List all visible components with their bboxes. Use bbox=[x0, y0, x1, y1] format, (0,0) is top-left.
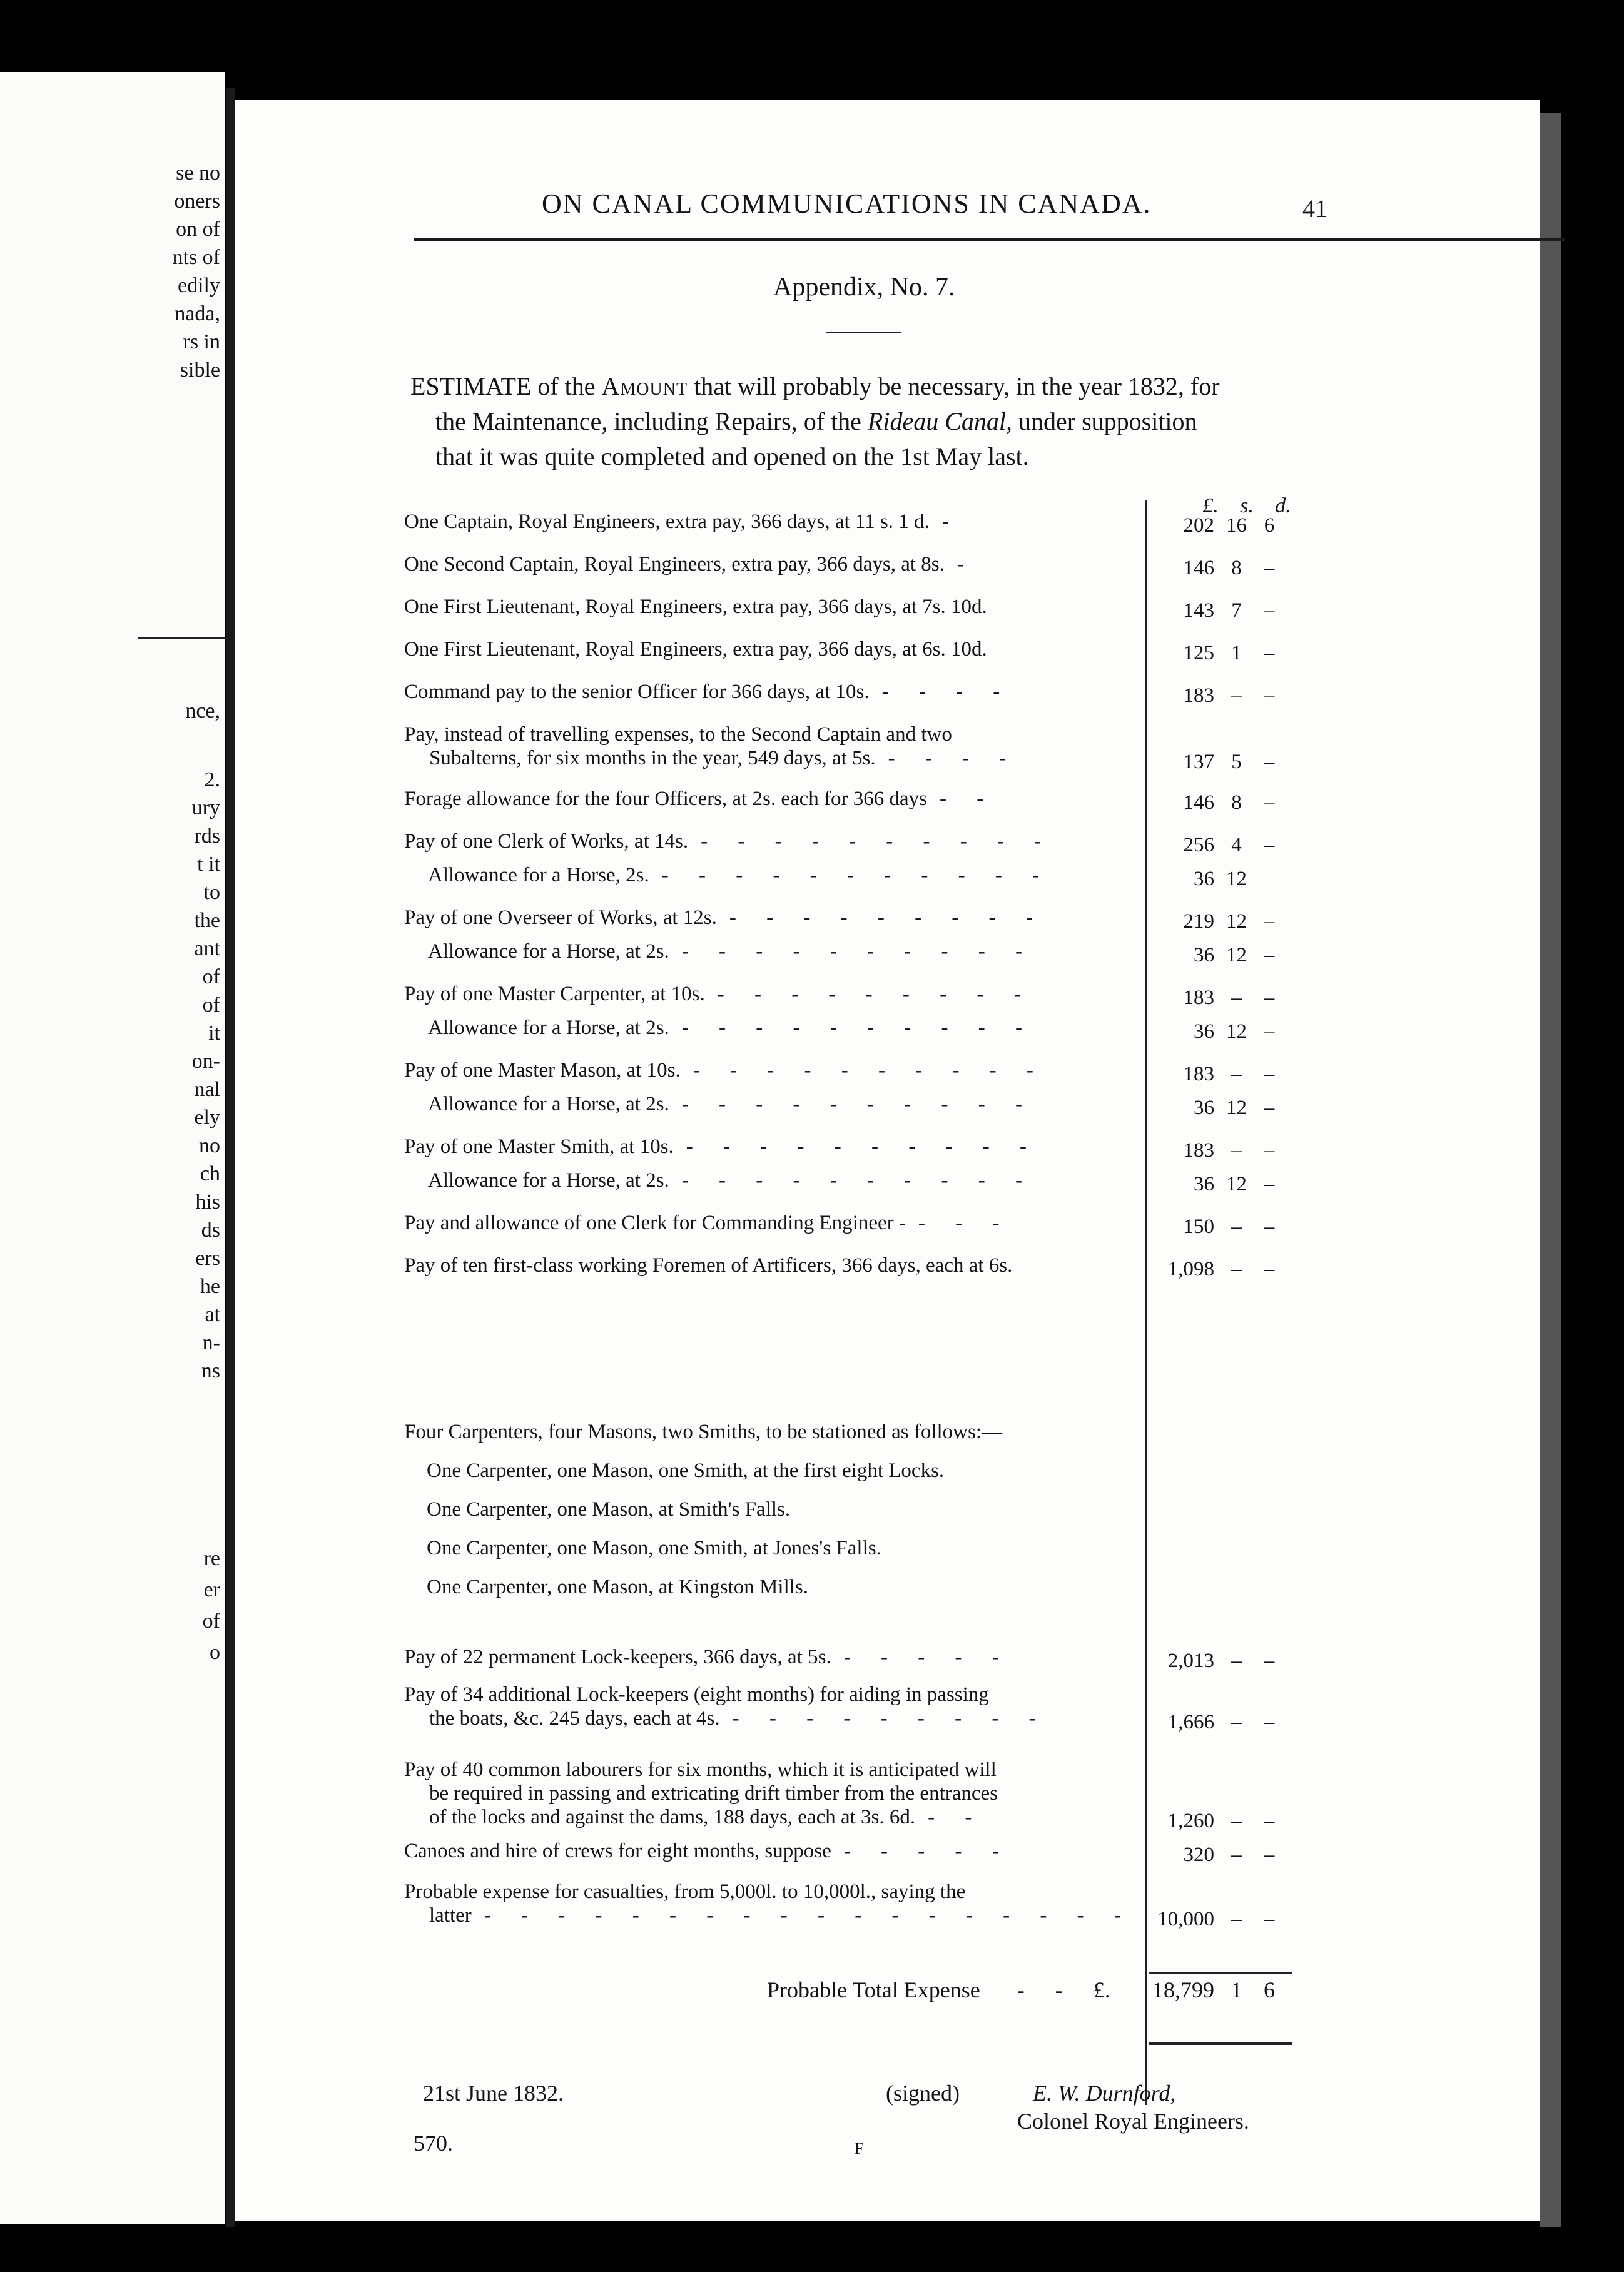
item-description: Pay of one Master Carpenter, at 10s. bbox=[404, 983, 705, 1005]
facing-page-fragment: no bbox=[199, 1134, 220, 1157]
item-description: Allowance for a Horse, at 2s. bbox=[428, 1093, 669, 1115]
item-amount bbox=[1149, 556, 1289, 580]
amount-shillings: – bbox=[1231, 1063, 1242, 1085]
amount-pounds: 1,666 bbox=[1167, 1711, 1214, 1733]
item-description-continued bbox=[404, 1805, 1139, 1829]
total-row bbox=[767, 1977, 1110, 2003]
facing-page-fragment: se no bbox=[176, 161, 220, 185]
item-amount bbox=[1149, 514, 1289, 537]
item-description: Allowance for a Horse, 2s. bbox=[428, 864, 649, 886]
amount-pounds: 183 bbox=[1183, 986, 1214, 1009]
amount-shillings: – bbox=[1231, 1843, 1242, 1866]
facing-page-fragment: on of bbox=[176, 218, 220, 241]
amount-shillings: – bbox=[1231, 986, 1242, 1009]
header-rule bbox=[414, 238, 1565, 241]
running-title: ON CANAL COMMUNICATIONS IN CANADA. bbox=[542, 188, 1152, 219]
item-description: Command pay to the senior Officer for 366 days, at 10s. bbox=[404, 681, 870, 703]
facing-page bbox=[0, 72, 225, 2224]
estimate-item bbox=[404, 1169, 1139, 1192]
facing-page-fragment: to bbox=[203, 881, 220, 904]
item-description: Pay and allowance of one Clerk for Commanding Engineer - bbox=[404, 1212, 906, 1234]
item-amount bbox=[1149, 1172, 1289, 1196]
total-rule bbox=[1149, 1972, 1292, 1974]
intro-text: of the bbox=[531, 372, 602, 400]
facing-page-fragment: t it bbox=[197, 853, 220, 876]
estimate-item bbox=[404, 906, 1139, 930]
item-description: One First Lieutenant, Royal Engineers, extra pay, 366 days, at 6s. 10d. bbox=[404, 638, 987, 661]
facing-page-rule bbox=[138, 637, 225, 639]
facing-page-fragment: on- bbox=[191, 1050, 220, 1073]
item-amount bbox=[1149, 1139, 1289, 1162]
facing-page-fragment: ury bbox=[191, 796, 220, 819]
leader-dashes: - - - - - - - - - - bbox=[681, 1169, 1035, 1192]
leader-dashes: - - - - - bbox=[843, 1646, 1012, 1668]
estimate-intro bbox=[410, 369, 1561, 474]
leader-dashes: - - - - - - - - - - bbox=[681, 1017, 1035, 1039]
item-amount bbox=[1149, 750, 1289, 774]
amount-shillings: 16 bbox=[1226, 514, 1247, 537]
amount-pence: – bbox=[1264, 1063, 1275, 1085]
book-gutter bbox=[226, 88, 235, 2227]
amount-pence: – bbox=[1264, 684, 1275, 707]
stationing-line: One Carpenter, one Mason, at Smith's Falls. bbox=[427, 1498, 791, 1521]
item-amount bbox=[1149, 791, 1289, 814]
amount-shillings: – bbox=[1231, 684, 1242, 707]
amount-pounds: 320 bbox=[1183, 1843, 1214, 1866]
item-description: Allowance for a Horse, at 2s. bbox=[428, 1017, 669, 1039]
intro-text: that will probably be necessary, in the year 1832, for bbox=[688, 372, 1220, 400]
amount-pence: – bbox=[1264, 1711, 1275, 1733]
facing-page-fragment: oners bbox=[174, 190, 220, 213]
amount-pounds: 150 bbox=[1183, 1215, 1214, 1238]
leader-dashes: - - - - - - - - - - bbox=[686, 1135, 1039, 1158]
item-description: Forage allowance for the four Officers, at 2s. each for 366 days bbox=[404, 788, 927, 810]
facing-page-fragment: edily bbox=[178, 274, 220, 297]
facing-page-fragment: of bbox=[202, 993, 220, 1017]
amount-pence: 6 bbox=[1264, 514, 1275, 537]
amount-pence: – bbox=[1264, 1139, 1275, 1162]
facing-page-fragment: ely bbox=[194, 1106, 220, 1129]
leader-dashes: - - - - - - - - - - bbox=[681, 1093, 1035, 1115]
stationing-line: One Carpenter, one Mason, one Smith, at Jones's Falls. bbox=[427, 1537, 881, 1559]
item-description: Pay of one Master Smith, at 10s. bbox=[404, 1135, 674, 1158]
item-description-text: Subalterns, for six months in the year, 549 days, at 5s. bbox=[429, 747, 876, 769]
leader-dashes: - - - - - bbox=[843, 1840, 1012, 1862]
amount-pounds: 202 bbox=[1183, 514, 1214, 537]
leader-dashes: - - - - - - - - - bbox=[717, 983, 1033, 1005]
signatory-title: Colonel Royal Engineers. bbox=[1017, 2109, 1249, 2134]
item-description: Probable expense for casualties, from 5,000l. to 10,000l., saying the bbox=[404, 1880, 966, 1903]
amount-pounds: 36 bbox=[1194, 1020, 1214, 1043]
amount-shillings: 12 bbox=[1226, 1097, 1247, 1119]
item-amount bbox=[1149, 599, 1289, 622]
stationing-heading: Four Carpenters, four Masons, two Smiths, to be stationed as follows:— bbox=[404, 1421, 1003, 1443]
intro-line-2 bbox=[410, 404, 1561, 439]
document-page bbox=[235, 100, 1540, 2221]
amount-shillings: 8 bbox=[1231, 791, 1242, 814]
facing-page-fragment: re bbox=[203, 1547, 220, 1570]
document-number: 570. bbox=[414, 2131, 453, 2156]
total-amount bbox=[1149, 1978, 1289, 2002]
estimate-item bbox=[404, 1839, 1139, 1863]
estimate-item bbox=[404, 982, 1139, 1006]
leader-dashes: - - - - bbox=[888, 747, 1019, 769]
leader-dashes: - - - - - - - - - bbox=[729, 906, 1045, 929]
amount-shillings: 7 bbox=[1231, 599, 1242, 622]
amount-shillings: 12 bbox=[1226, 944, 1247, 966]
item-description-continued bbox=[404, 1904, 1139, 1927]
leader-dashes: - bbox=[957, 553, 977, 576]
item-amount bbox=[1149, 1062, 1289, 1086]
total-fill: - - bbox=[1017, 1977, 1075, 2002]
signature-mark: F bbox=[855, 2139, 864, 2158]
estimate-item bbox=[404, 787, 1139, 811]
item-description: Allowance for a Horse, at 2s. bbox=[428, 1169, 669, 1192]
facing-page-fragment: ds bbox=[201, 1219, 220, 1242]
item-amount bbox=[1149, 1257, 1289, 1281]
facing-page-fragment: his bbox=[195, 1190, 220, 1214]
facing-page-fragment: n- bbox=[202, 1331, 220, 1354]
item-description: Pay of 34 additional Lock-keepers (eight months) for aiding in passing bbox=[404, 1683, 989, 1706]
amount-pounds: 36 bbox=[1194, 1173, 1214, 1195]
amount-pence: – bbox=[1264, 642, 1275, 664]
intro-estimate-word: ESTIMATE bbox=[410, 372, 532, 400]
amount-pounds: 183 bbox=[1183, 1139, 1214, 1162]
item-description: Pay of one Overseer of Works, at 12s. bbox=[404, 906, 717, 929]
amount-pounds: 1,260 bbox=[1167, 1810, 1214, 1832]
amount-pence: – bbox=[1264, 1843, 1275, 1866]
amount-pence: – bbox=[1264, 1258, 1275, 1281]
amount-pence: – bbox=[1264, 944, 1275, 966]
amount-shillings: 12 bbox=[1226, 1173, 1247, 1195]
item-description: Allowance for a Horse, at 2s. bbox=[428, 940, 669, 963]
amount-shillings: 5 bbox=[1231, 751, 1242, 773]
item-amount bbox=[1149, 1096, 1289, 1120]
item-description-continued bbox=[404, 1782, 1139, 1805]
total-pounds: 18,799 bbox=[1152, 1977, 1214, 2002]
appendix-title: Appendix, No. 7. bbox=[773, 273, 955, 302]
total-currency: £. bbox=[1093, 1977, 1110, 2002]
facing-page-fragment: nce, bbox=[185, 699, 220, 723]
amount-pence: – bbox=[1264, 1020, 1275, 1043]
facing-page-fragment: of bbox=[202, 1610, 220, 1633]
amount-pounds: 256 bbox=[1183, 834, 1214, 856]
leader-dashes: - bbox=[941, 510, 962, 533]
total-double-rule bbox=[1149, 2042, 1292, 2045]
intro-line-3: that it was quite completed and opened on the 1st May last. bbox=[435, 442, 1029, 470]
amount-pounds: 146 bbox=[1183, 791, 1214, 814]
item-description-text: latter bbox=[429, 1904, 472, 1927]
facing-page-fragment: nal bbox=[194, 1078, 220, 1101]
amount-pence: – bbox=[1264, 751, 1275, 773]
amount-pounds: 36 bbox=[1194, 944, 1214, 966]
amount-pounds: 146 bbox=[1183, 557, 1214, 579]
estimate-item bbox=[404, 829, 1139, 853]
estimate-item bbox=[404, 680, 1139, 704]
amount-shillings: – bbox=[1231, 1908, 1242, 1930]
facing-page-fragment: of bbox=[202, 965, 220, 988]
estimate-item bbox=[404, 1880, 1139, 1927]
estimate-item bbox=[404, 723, 1139, 770]
amount-pounds: 36 bbox=[1194, 868, 1214, 890]
intro-amount-word: Amount bbox=[601, 372, 688, 400]
facing-page-fragment: ns bbox=[201, 1359, 220, 1382]
amount-shillings: – bbox=[1231, 1258, 1242, 1281]
facing-page-fragment: er bbox=[203, 1578, 220, 1601]
signed-label: (signed) bbox=[886, 2081, 960, 2106]
amount-shillings: 4 bbox=[1231, 834, 1242, 856]
amount-pounds: 125 bbox=[1183, 642, 1214, 664]
item-amount bbox=[1149, 1907, 1289, 1931]
amount-pounds: 183 bbox=[1183, 684, 1214, 707]
amount-shillings: – bbox=[1231, 1650, 1242, 1672]
item-amount bbox=[1149, 943, 1289, 967]
item-description-text: the boats, &c. 245 days, each at 4s. bbox=[429, 1707, 720, 1730]
amount-shillings: – bbox=[1231, 1711, 1242, 1733]
page-number: 41 bbox=[1302, 195, 1327, 223]
amount-pounds: 183 bbox=[1183, 1063, 1214, 1085]
facing-page-fragment: rds bbox=[194, 824, 220, 848]
shillings-header: s. bbox=[1240, 494, 1254, 517]
estimate-item bbox=[404, 1645, 1139, 1669]
leader-dashes: - - - - - - - - - - bbox=[681, 940, 1035, 963]
item-description: One Captain, Royal Engineers, extra pay, 366 days, at 11 s. 1 d. bbox=[404, 510, 930, 533]
leader-dashes: - - bbox=[928, 1806, 985, 1828]
stationing-line: One Carpenter, one Mason, one Smith, at the first eight Locks. bbox=[427, 1459, 945, 1482]
facing-page-fragment: sible bbox=[180, 358, 220, 382]
leader-dashes: - - - - - - - - - - bbox=[693, 1059, 1046, 1082]
facing-page-fragment: he bbox=[200, 1275, 220, 1298]
facing-page-fragment: 2. bbox=[204, 768, 220, 791]
item-amount bbox=[1149, 1710, 1289, 1734]
amount-pounds: 137 bbox=[1183, 751, 1214, 773]
estimate-item bbox=[404, 1758, 1139, 1829]
leader-dashes: - - - - bbox=[881, 681, 1013, 703]
facing-page-fragment: rs in bbox=[183, 330, 220, 353]
amount-pence: – bbox=[1264, 791, 1275, 814]
total-shillings: 1 bbox=[1231, 1977, 1242, 2002]
estimate-item bbox=[404, 637, 1139, 661]
signatory-name: E. W. Durnford, bbox=[1033, 2081, 1176, 2106]
signature-date: 21st June 1832. bbox=[423, 2081, 564, 2106]
amount-shillings: 8 bbox=[1231, 557, 1242, 579]
amount-shillings: 12 bbox=[1226, 1020, 1247, 1043]
item-amount bbox=[1149, 867, 1289, 891]
item-description: One First Lieutenant, Royal Engineers, extra pay, 366 days, at 7s. 10d. bbox=[404, 596, 987, 618]
facing-page-fragment: o bbox=[210, 1641, 220, 1664]
intro-line-1 bbox=[410, 369, 1561, 404]
estimate-item bbox=[404, 1016, 1139, 1040]
item-amount bbox=[1149, 684, 1289, 707]
amount-pounds: 36 bbox=[1194, 1097, 1214, 1119]
leader-dashes: - - - - - - - - - bbox=[732, 1707, 1048, 1730]
item-description: Pay of ten first-class working Foremen of Artificers, 366 days, each at 6s. bbox=[404, 1254, 1013, 1277]
item-amount bbox=[1149, 1843, 1289, 1867]
amount-shillings: 12 bbox=[1226, 910, 1247, 933]
facing-page-fragment: nts of bbox=[172, 246, 220, 269]
amount-pence: – bbox=[1264, 1650, 1275, 1672]
amount-pence: – bbox=[1264, 1097, 1275, 1119]
total-label: Probable Total Expense bbox=[767, 1977, 980, 2002]
item-amount bbox=[1149, 1809, 1289, 1833]
item-description-continued bbox=[404, 746, 1139, 770]
estimate-item bbox=[404, 940, 1139, 963]
amount-pence: – bbox=[1264, 1173, 1275, 1195]
leader-dashes: - - - - - - - - - - bbox=[701, 830, 1054, 853]
item-amount bbox=[1149, 986, 1289, 1010]
amount-pounds: 10,000 bbox=[1157, 1908, 1214, 1930]
facing-page-fragment: it bbox=[208, 1022, 220, 1045]
item-description: Canoes and hire of crews for eight months, suppose bbox=[404, 1840, 831, 1862]
item-description: Pay of 40 common labourers for six months, which it is anticipated will bbox=[404, 1758, 997, 1781]
item-description-text: be required in passing and extricating drift timber from the entrances bbox=[429, 1782, 998, 1805]
amount-pence: – bbox=[1264, 834, 1275, 856]
amount-shillings: – bbox=[1231, 1215, 1242, 1238]
amount-pence: – bbox=[1264, 1215, 1275, 1238]
leader-dashes: - - bbox=[940, 788, 997, 810]
amount-pence: – bbox=[1264, 1908, 1275, 1930]
facing-page-fragment: ers bbox=[195, 1247, 220, 1270]
item-description: Pay of 22 permanent Lock-keepers, 366 days, at 5s. bbox=[404, 1646, 831, 1668]
intro-canal-name: Rideau Canal, bbox=[867, 407, 1012, 435]
facing-page-fragment: nada, bbox=[175, 302, 220, 325]
amount-pence: – bbox=[1264, 599, 1275, 622]
estimate-item bbox=[404, 1211, 1139, 1235]
amount-pence: – bbox=[1264, 557, 1275, 579]
pence-header: d. bbox=[1275, 494, 1291, 517]
item-amount bbox=[1149, 641, 1289, 665]
estimate-item bbox=[404, 1135, 1139, 1159]
amount-pounds: 219 bbox=[1183, 910, 1214, 933]
pounds-header: £. bbox=[1202, 494, 1219, 517]
item-amount bbox=[1149, 1215, 1289, 1239]
item-description: Pay of one Master Mason, at 10s. bbox=[404, 1059, 681, 1082]
amount-shillings: 1 bbox=[1231, 642, 1242, 664]
item-description: One Second Captain, Royal Engineers, extra pay, 366 days, at 8s. bbox=[404, 553, 945, 576]
amount-pounds: 1,098 bbox=[1167, 1258, 1214, 1281]
title-rule bbox=[826, 332, 901, 333]
facing-page-fragment: ant bbox=[194, 937, 220, 960]
facing-page-fragment: the bbox=[194, 909, 220, 932]
leader-dashes: - - - - - - - - - - - - - - - - - - bbox=[484, 1904, 1134, 1927]
estimate-item bbox=[404, 1683, 1139, 1730]
amount-pence: – bbox=[1264, 986, 1275, 1009]
amount-pence: – bbox=[1264, 910, 1275, 933]
item-description: Pay, instead of travelling expenses, to the Second Captain and two bbox=[404, 723, 952, 746]
estimate-item bbox=[404, 1058, 1139, 1082]
estimate-item bbox=[404, 510, 1139, 534]
item-amount bbox=[1149, 1020, 1289, 1043]
item-amount bbox=[1149, 833, 1289, 857]
estimate-item bbox=[404, 1092, 1139, 1116]
facing-page-fragment: ch bbox=[200, 1162, 220, 1185]
amount-pounds: 143 bbox=[1183, 599, 1214, 622]
item-description-text: of the locks and against the dams, 188 days, each at 3s. 6d. bbox=[429, 1806, 916, 1828]
item-amount bbox=[1149, 1649, 1289, 1673]
item-description-continued bbox=[404, 1707, 1139, 1730]
intro-text: under supposition bbox=[1012, 407, 1197, 435]
amount-shillings: – bbox=[1231, 1810, 1242, 1832]
amount-shillings: – bbox=[1231, 1139, 1242, 1162]
stationing-line: One Carpenter, one Mason, at Kingston Mills. bbox=[427, 1576, 809, 1598]
intro-text: the Maintenance, including Repairs, of the bbox=[435, 407, 868, 435]
amount-column-rule bbox=[1145, 500, 1147, 2105]
leader-dashes: - - - bbox=[918, 1212, 1012, 1234]
amount-shillings: 12 bbox=[1226, 868, 1247, 890]
estimate-item bbox=[404, 595, 1139, 619]
amount-pounds: 2,013 bbox=[1167, 1650, 1214, 1672]
leader-dashes: - - - - - - - - - - - bbox=[661, 864, 1052, 886]
facing-page-fragment: at bbox=[205, 1303, 220, 1326]
estimate-item bbox=[404, 552, 1139, 576]
total-pence: 6 bbox=[1264, 1977, 1275, 2002]
item-amount bbox=[1149, 910, 1289, 933]
amount-pence: – bbox=[1264, 1810, 1275, 1832]
estimate-item bbox=[404, 1254, 1139, 1277]
estimate-item bbox=[404, 863, 1139, 887]
item-description: Pay of one Clerk of Works, at 14s. bbox=[404, 830, 689, 853]
